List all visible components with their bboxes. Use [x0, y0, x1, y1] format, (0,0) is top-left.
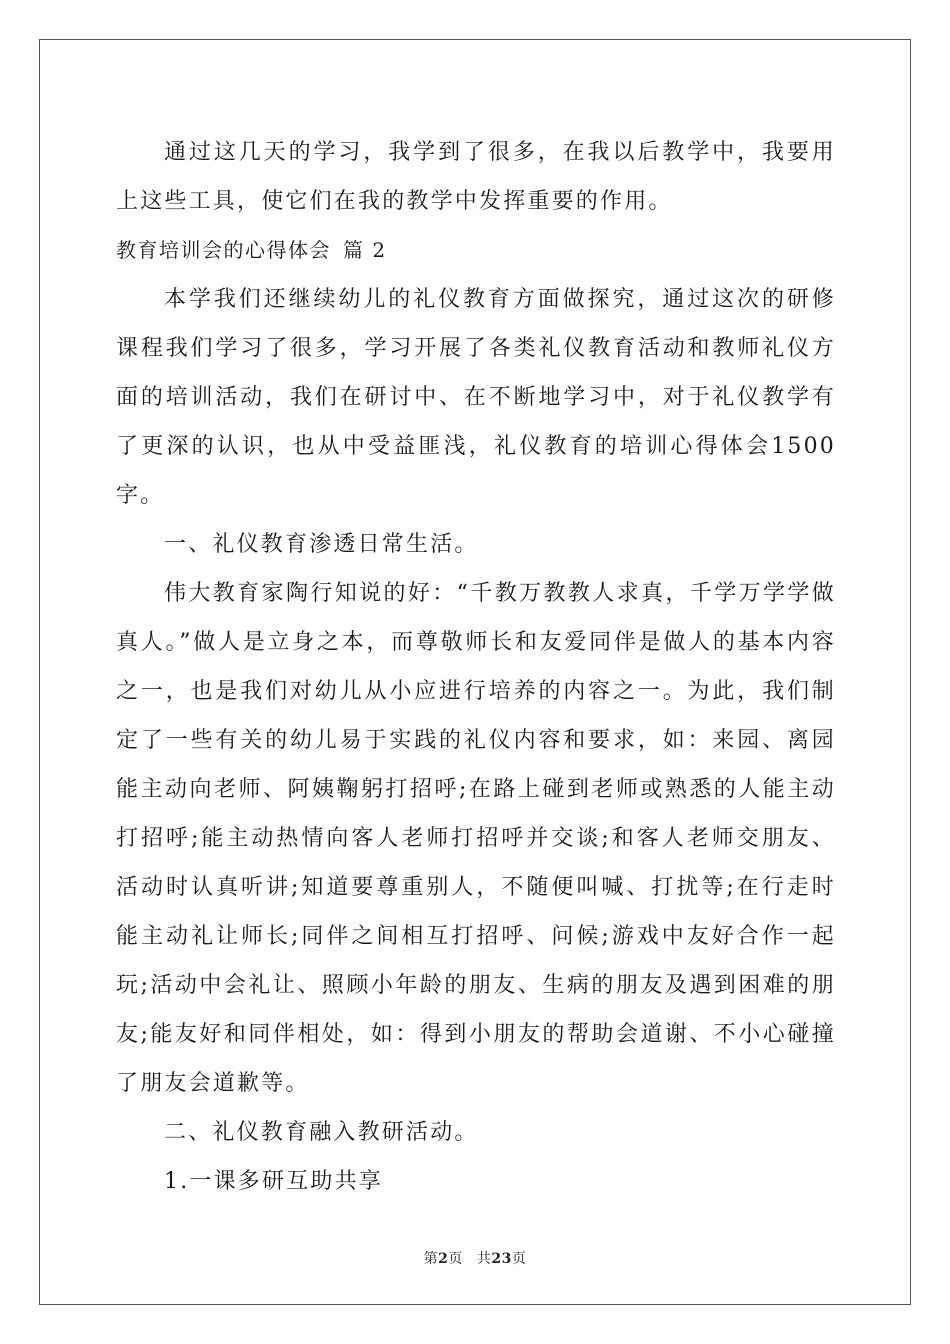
subheading-item-one: 1.一课多研互助共享 — [164, 1169, 383, 1194]
subheading-one: 一、礼仪教育渗透日常生活。 — [164, 532, 479, 557]
paragraph-overview: 本学我们还继续幼儿的礼仪教育方面做探究，通过这次的研修课程我们学习了很多，学习开展了各类礼仪教育活动和教师礼仪方面的培训活动，我们在研讨中、在不断地学习中，对于礼仪教学有了更深的认识，也从中受益匪浅，礼仪教育的培训心得体会1500字。 — [116, 287, 836, 508]
footer-total-prefix: 共 — [476, 1251, 492, 1267]
heading-title: 教育培训会的心得体会 — [116, 238, 331, 262]
paragraph-daily-life: 伟大教育家陶行知说的好：“千教万教教人求真，千学万学学做真人。”做人是立身之本，而尊敬师长和友爱同伴是做人的基本内容之一，也是我们对幼儿从小应进行培养的内容之一。为此，我们制定了一些有关的幼儿易于实践的礼仪内容和要求，如：来园、离园能主动向老师、阿姨鞠躬打招呼;在路上碰到老师或熟悉的人能主动打招呼;能主动热情向客人老师打招呼并交谈;和客人老师交朋友、活动时认真听讲;知道要尊重别人，不随便叫喊、打扰等;在行走时能主动礼让师长;同伴之间相互打招呼、问候;游戏中友好合作一起玩;活动中会礼让、照顾小年龄的朋友、生病的朋友及遇到困难的朋友;能友好和同伴相处，如：得到小朋友的帮助会道谢、不小心碰撞了朋友会道歉等。 — [116, 581, 836, 1096]
footer-page-prefix: 第 — [423, 1251, 439, 1267]
page-footer — [0, 1248, 950, 1268]
document-body — [116, 128, 836, 1206]
section-heading — [116, 226, 836, 275]
paragraph-intro: 通过这几天的学习，我学到了很多，在我以后教学中，我要用上这些工具，使它们在我的教学中发挥重要的作用。 — [116, 140, 836, 214]
footer-total-suffix: 页 — [511, 1251, 527, 1267]
footer-page-current: 2 — [438, 1251, 449, 1267]
heading-part-number: 篇 2 — [343, 238, 387, 262]
footer-page-total: 23 — [491, 1251, 512, 1267]
footer-page-suffix: 页 — [448, 1251, 463, 1267]
subheading-two: 二、礼仪教育融入教研活动。 — [164, 1120, 479, 1145]
